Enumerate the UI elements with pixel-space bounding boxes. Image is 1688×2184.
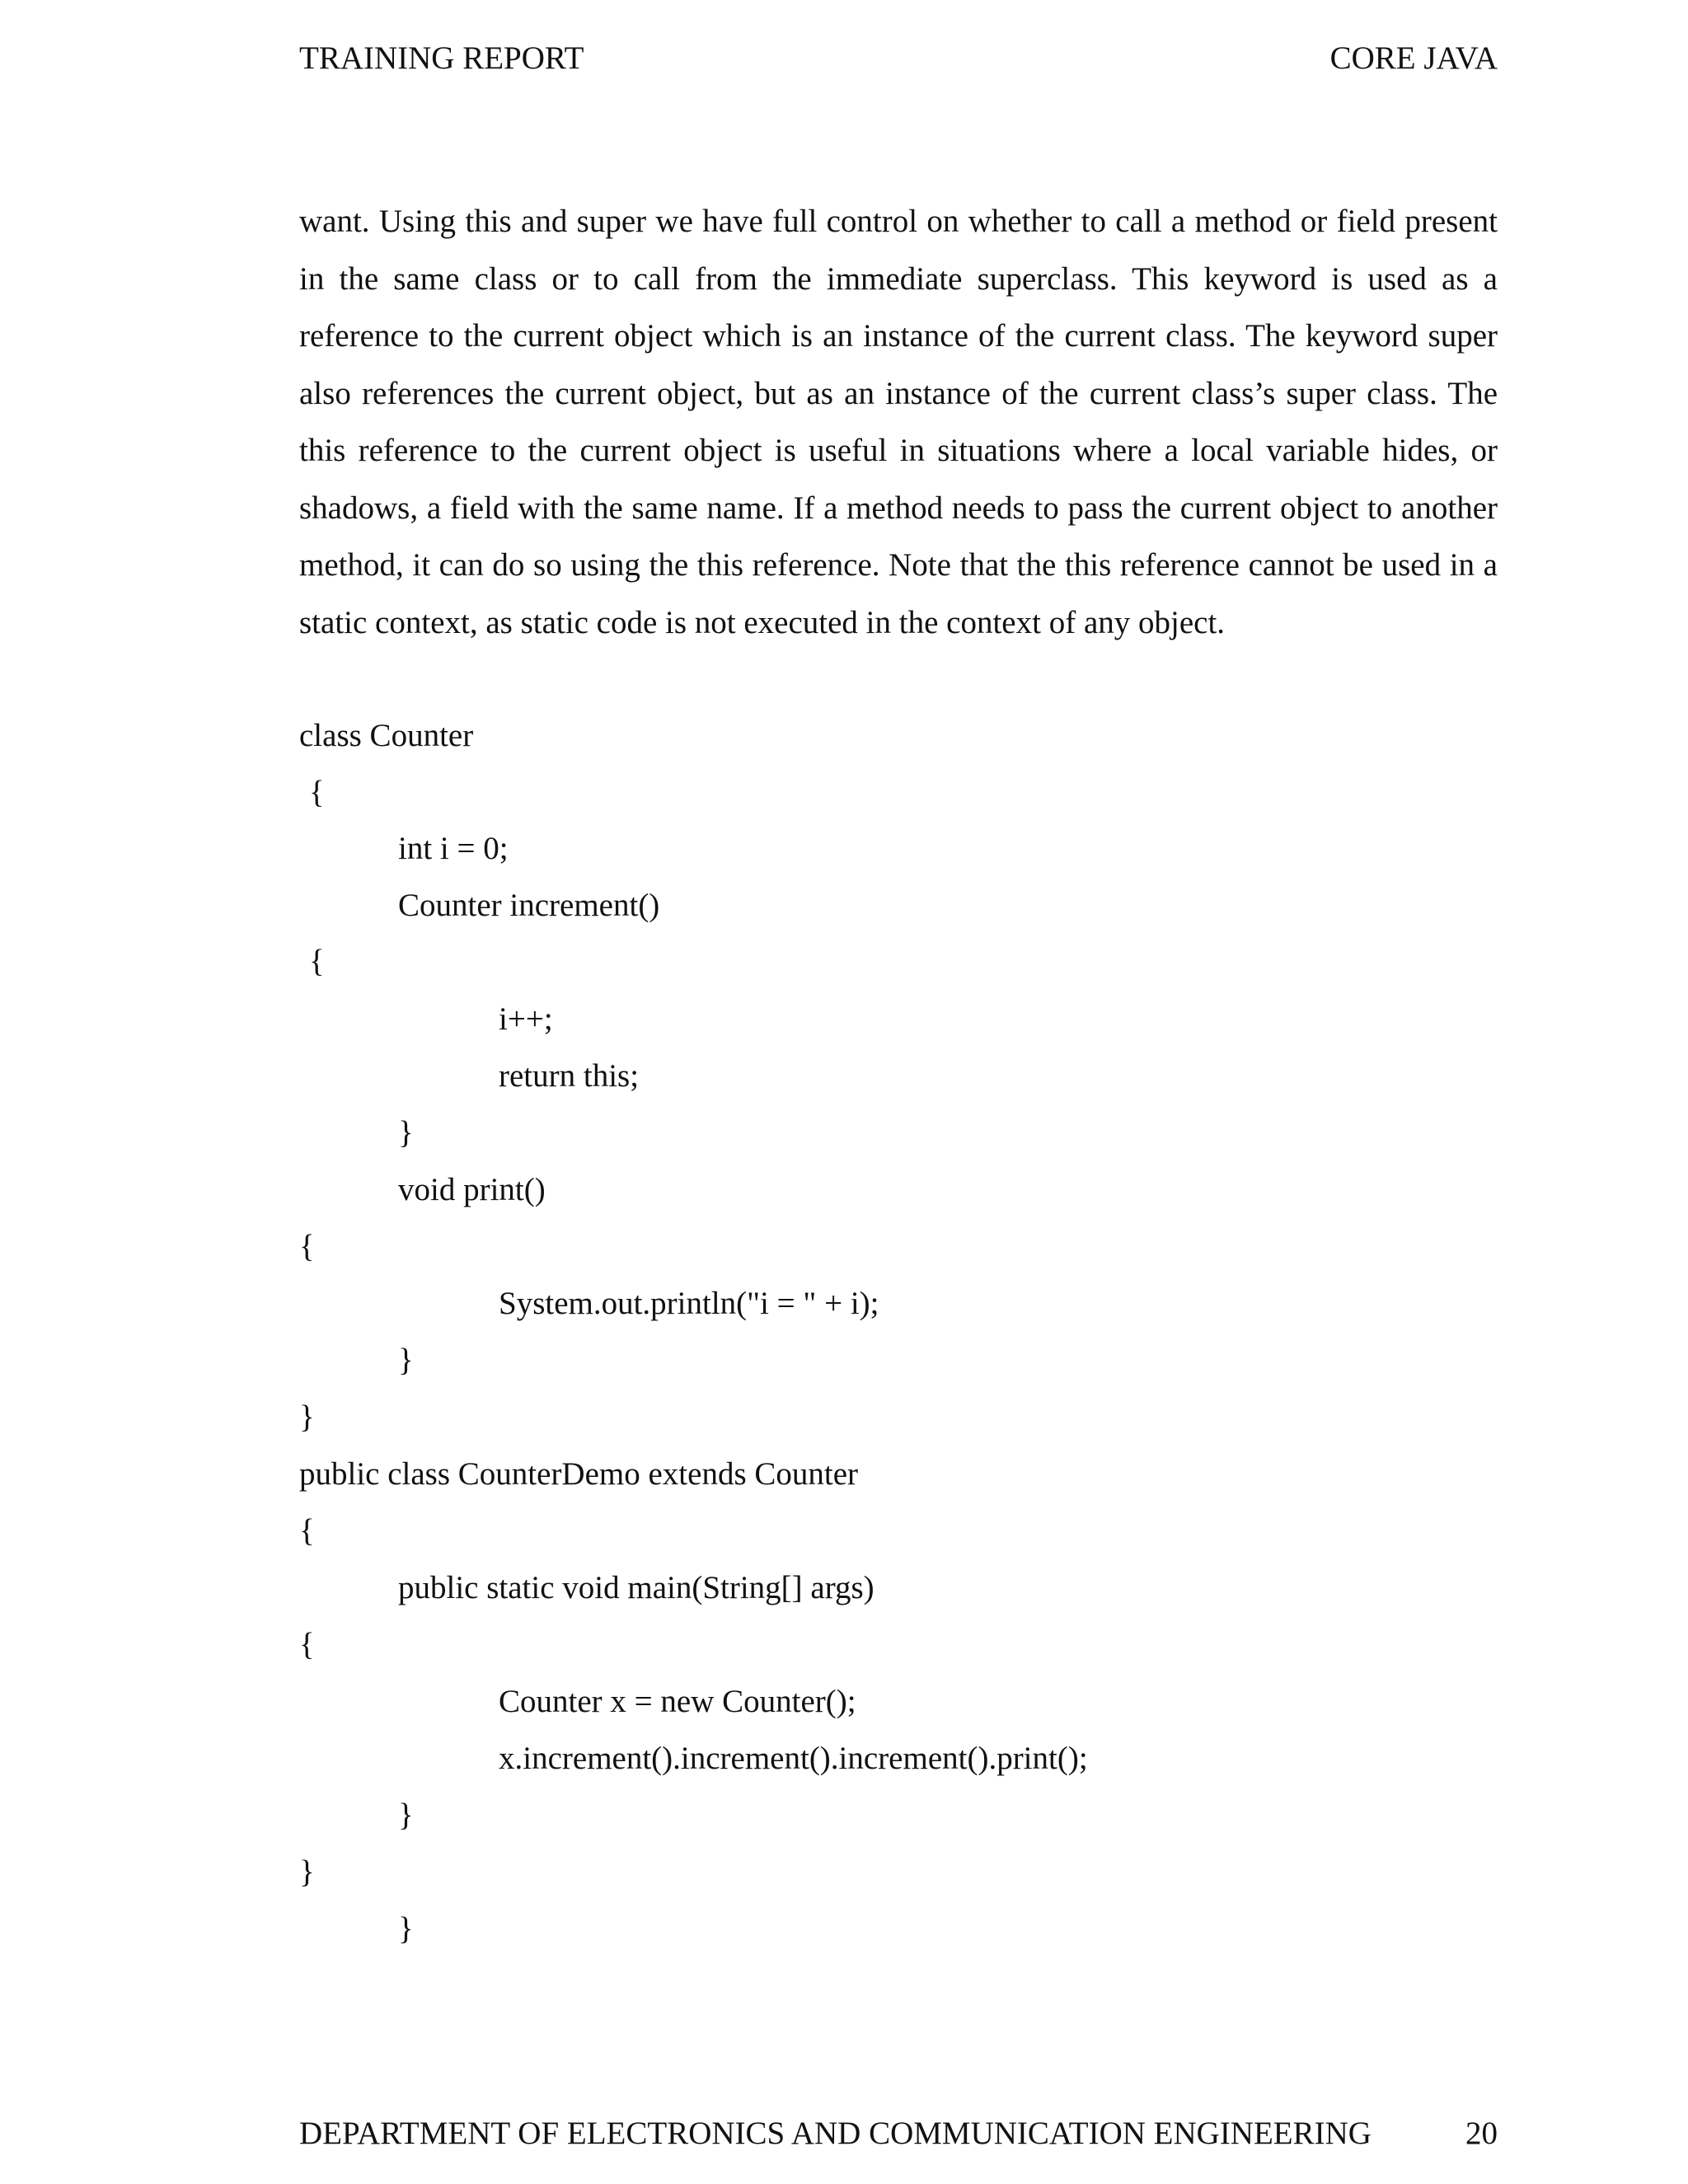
code-line: int i = 0; [398,831,509,866]
code-line: { [299,1229,315,1264]
code-line: } [398,1797,414,1833]
code-line: } [299,1399,315,1435]
code-line: public static void main(String[] args) [398,1570,874,1605]
code-line: } [398,1911,414,1947]
page-footer [299,2111,1498,2156]
code-line: { [299,1513,315,1549]
footer-department: DEPARTMENT OF ELECTRONICS AND COMMUNICATION ENGINEERING [299,2116,1372,2151]
code-line: return this; [499,1058,640,1094]
code-line: } [299,1854,315,1890]
code-line: Counter increment() [398,888,660,923]
page-number: 20 [1465,2116,1498,2151]
code-line: public class CounterDemo extends Counter [299,1456,859,1492]
body-paragraph: want. Using this and super we have full control on whether to call a method or field present in the same class or to call from the immediate superclass. This keyword is used as a reference to the current object which is an instance of the current class. The keyword super also references the current object, but as an instance of the current class’s super class. The this reference to the current object is useful in situations where a local variable hides, or shadows, a field with the same name. If a method needs to pass the current object to another method, it can do so using the this reference. Note that the this reference cannot be used in a static context, as static code is not executed in the context of any object. [299,204,1498,640]
code-line: class Counter [299,718,474,753]
header-report-title: TRAINING REPORT [299,40,584,76]
code-line: { [299,1627,315,1662]
code-line: } [398,1343,414,1378]
code-line: x.increment().increment().increment().print(); [499,1741,1088,1776]
code-line: { [309,944,325,979]
code-line: Counter x = new Counter(); [499,1684,856,1719]
header-subject: CORE JAVA [1329,40,1498,76]
code-line: i++; [499,1001,553,1037]
page-header [299,36,1498,81]
code-line: System.out.println("i = " + i); [499,1286,879,1321]
code-line: } [398,1115,414,1151]
code-line: void print() [398,1172,546,1207]
code-line: { [309,775,325,810]
